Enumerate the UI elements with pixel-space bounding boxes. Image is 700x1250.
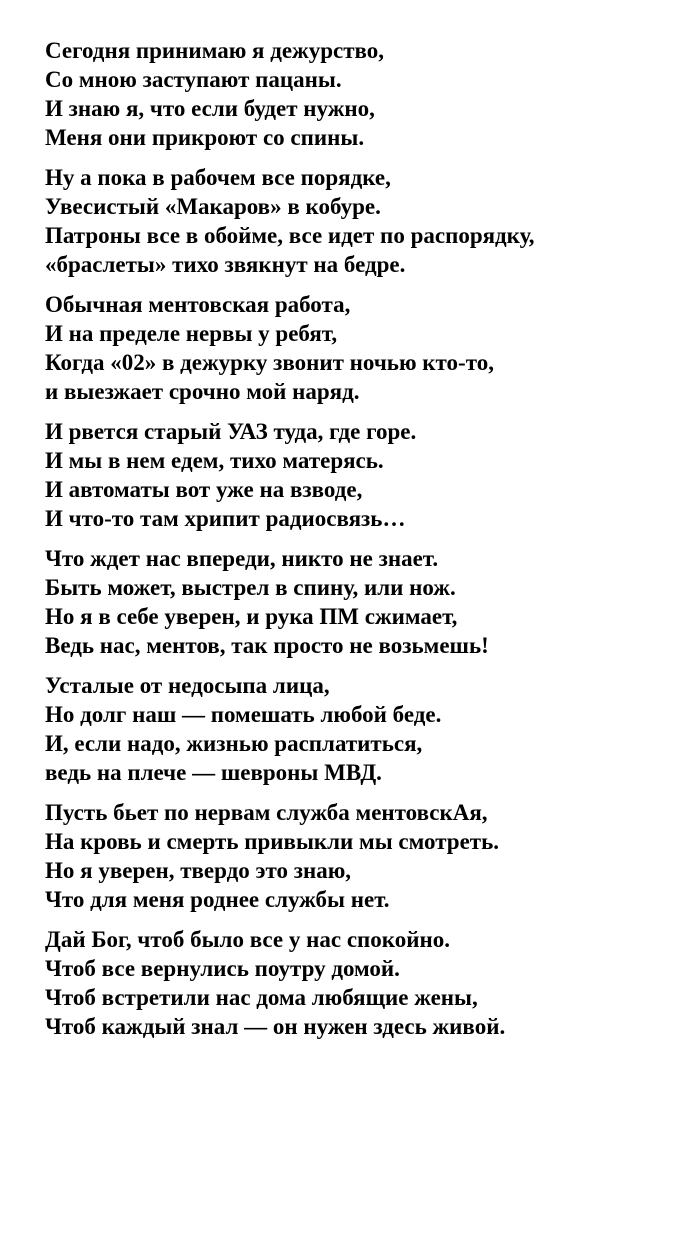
poem-line: Чтоб каждый знал — он нужен здесь живой. — [45, 1014, 506, 1039]
stanza — [45, 163, 680, 279]
poem-line: И мы в нем едем, тихо матерясь. — [45, 448, 384, 473]
poem-line: Ведь нас, ментов, так просто не возьмешь! — [45, 633, 489, 658]
poem-line: И автоматы вот уже на взводе, — [45, 477, 363, 502]
poem-line: Усталые от недосыпа лица, — [45, 673, 330, 698]
poem-line: Когда «02» в дежурку звонит ночью кто-то, — [45, 350, 494, 375]
stanza — [45, 671, 680, 787]
stanza — [45, 36, 680, 152]
poem-line: Патроны все в обойме, все идет по распорядку, — [45, 223, 535, 248]
poem-line: Сегодня принимаю я дежурство, — [45, 38, 385, 63]
poem-line: На кровь и смерть привыкли мы смотреть. — [45, 829, 499, 854]
poem-line: Увесистый «Макаров» в кобуре. — [45, 194, 381, 219]
poem-line: Со мною заступают пацаны. — [45, 67, 342, 92]
poem-line: Ну а пока в рабочем все порядке, — [45, 165, 391, 190]
poem-line: Но я уверен, твердо это знаю, — [45, 858, 352, 883]
poem-line: Пусть бьет по нервам служба ментовскАя, — [45, 800, 488, 825]
poem-line: Дай Бог, чтоб было все у нас спокойно. — [45, 927, 450, 952]
poem-line: Чтоб встретили нас дома любящие жены, — [45, 985, 478, 1010]
poem-line: И, если надо, жизнью расплатиться, — [45, 731, 423, 756]
stanza — [45, 290, 680, 406]
poem-line: И знаю я, что если будет нужно, — [45, 96, 375, 121]
poem-line: Обычная ментовская работа, — [45, 292, 351, 317]
poem-line: «браслеты» тихо звякнут на бедре. — [45, 252, 406, 277]
poem-line: И что-то там хрипит радиосвязь… — [45, 506, 406, 531]
poem-line: Чтоб все вернулись поутру домой. — [45, 956, 400, 981]
poem-line: Но долг наш — помешать любой беде. — [45, 702, 442, 727]
poem-line: Но я в себе уверен, и рука ПМ сжимает, — [45, 604, 458, 629]
stanza — [45, 798, 680, 914]
poem-line: Меня они прикроют со спины. — [45, 125, 365, 150]
poem-line: Что ждет нас впереди, никто не знает. — [45, 546, 439, 571]
poem-line: Быть может, выстрел в спину, или нож. — [45, 575, 456, 600]
poem-line: ведь на плече — шевроны МВД. — [45, 760, 382, 785]
poem-line: И рвется старый УАЗ туда, где горе. — [45, 419, 417, 444]
poem-line: И на пределе нервы у ребят, — [45, 321, 338, 346]
stanza — [45, 925, 680, 1041]
stanza — [45, 544, 680, 660]
poem-line: и выезжает срочно мой наряд. — [45, 379, 360, 404]
poem-line: Что для меня роднее службы нет. — [45, 887, 390, 912]
stanza — [45, 417, 680, 533]
